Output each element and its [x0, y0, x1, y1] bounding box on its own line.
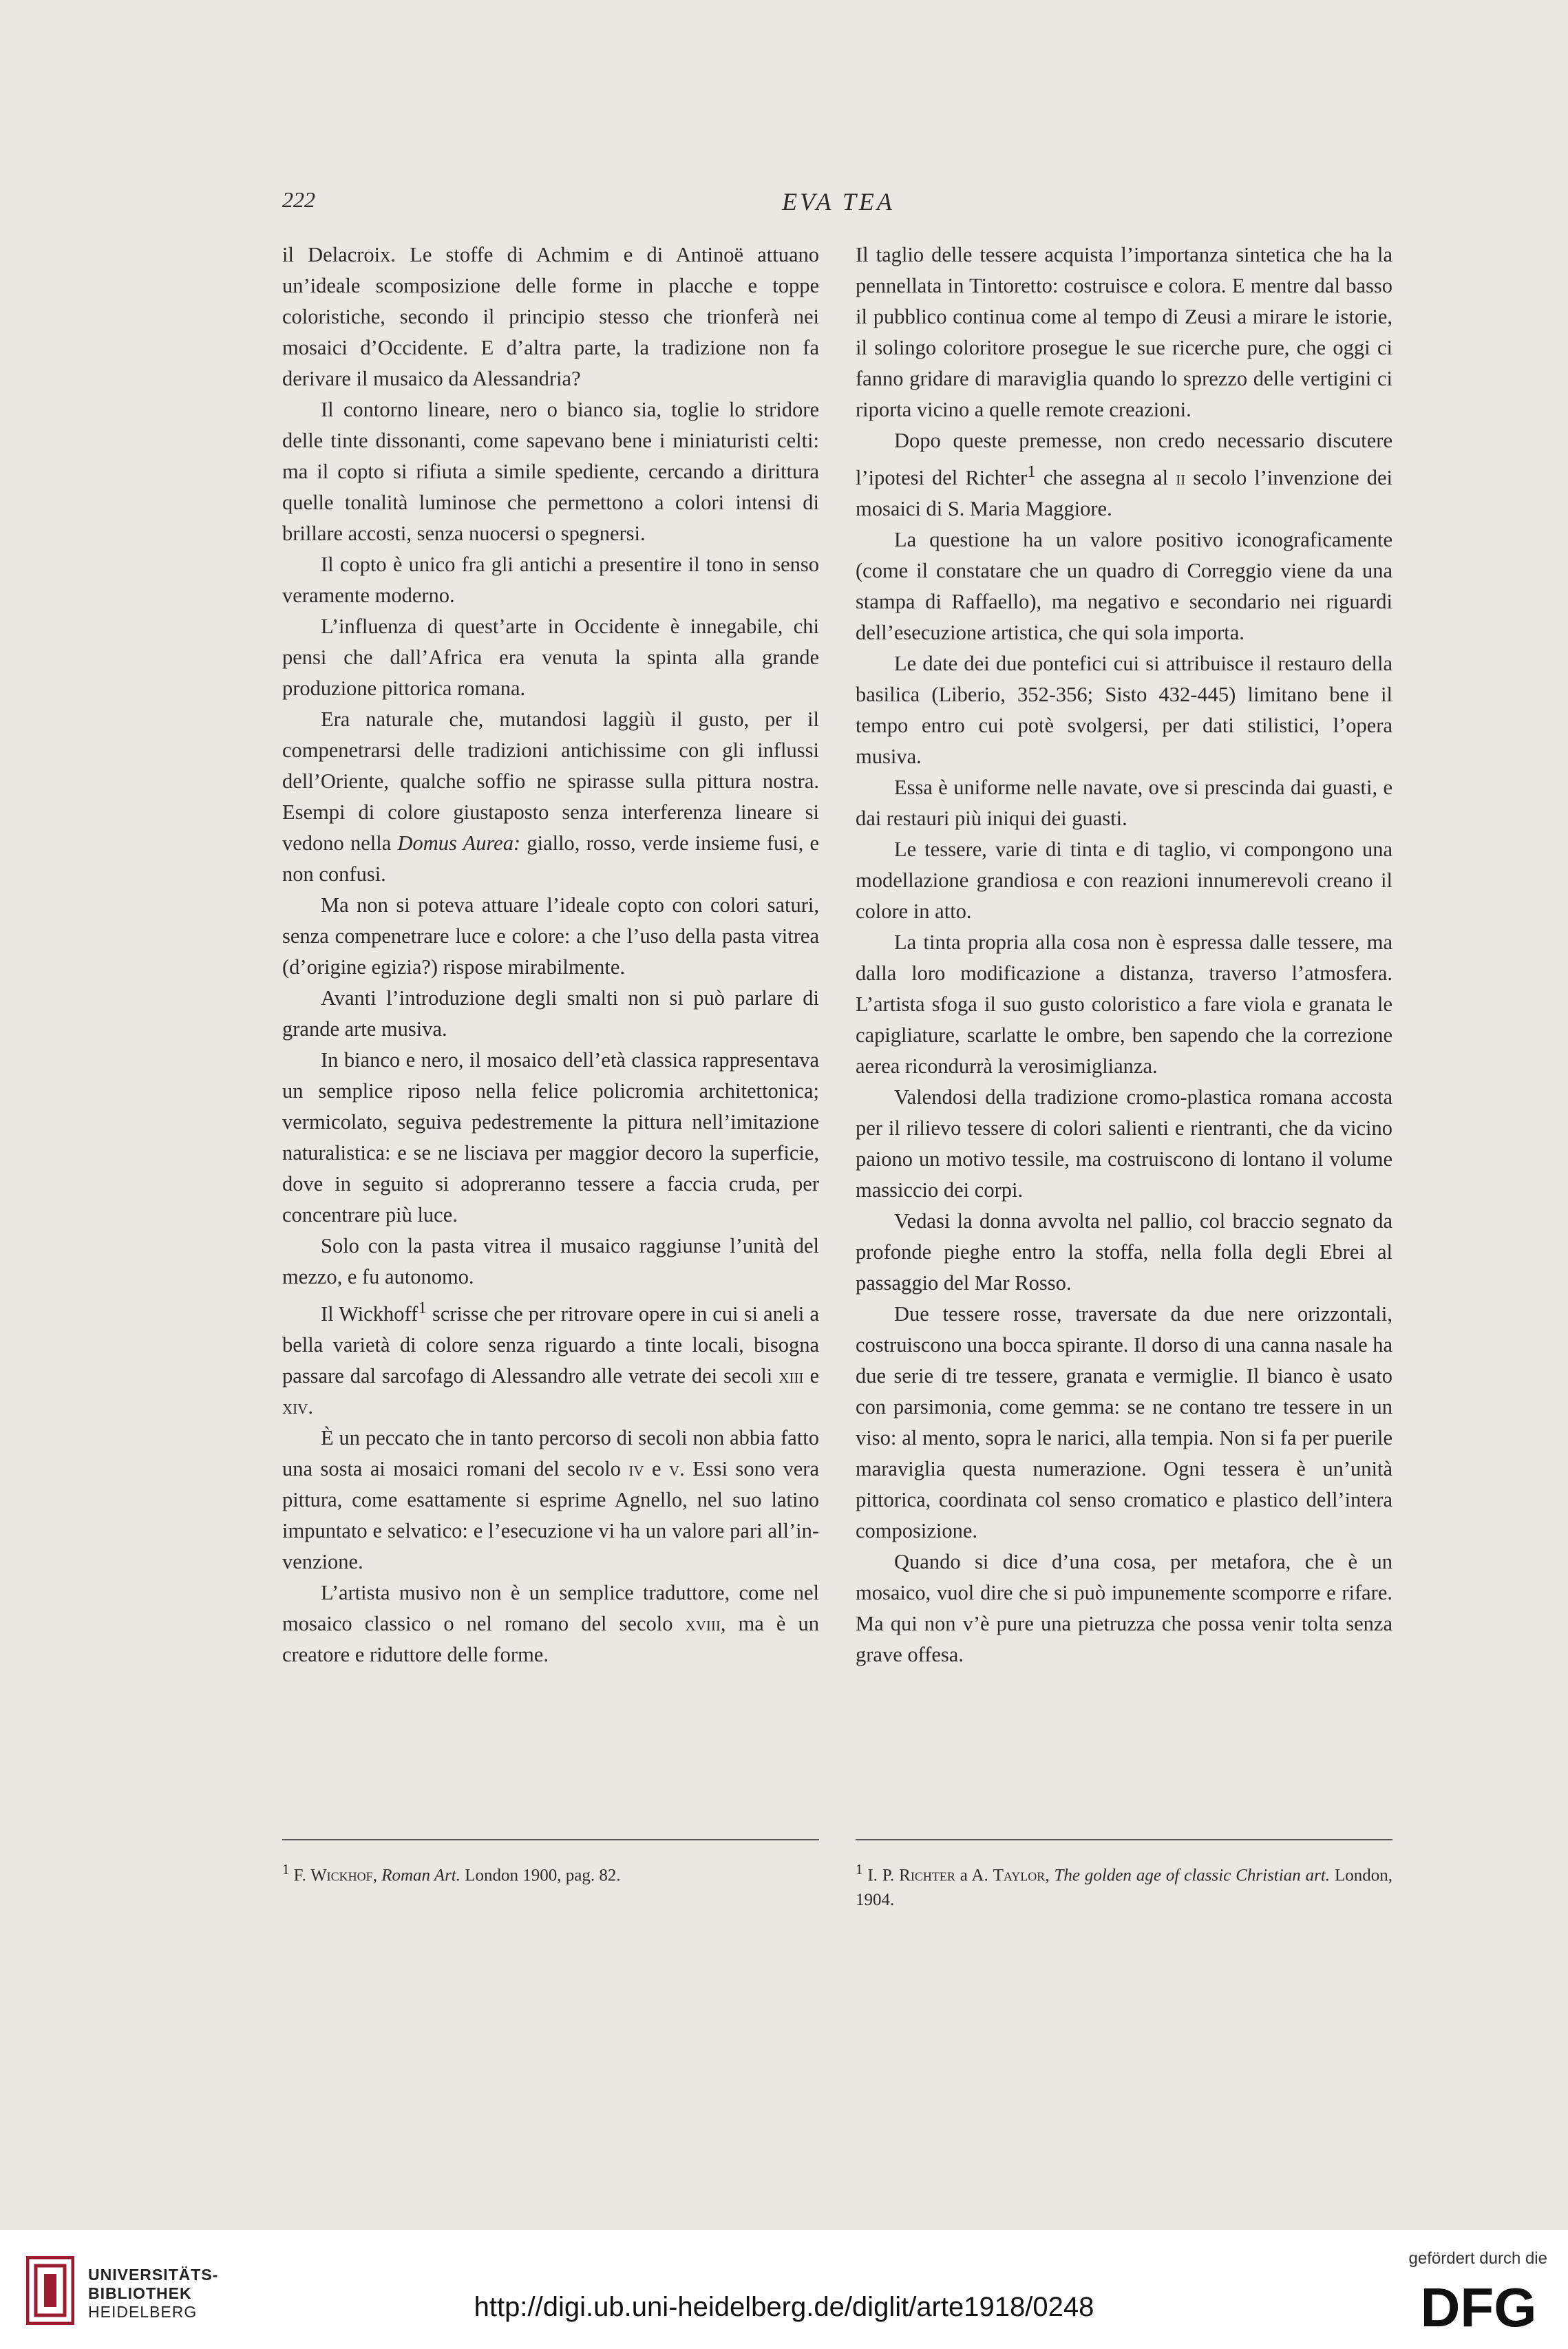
text-run: Due tessere rosse, traversate da due nere orizzontali, costruiscono una bocca spirante. Il dorso di una canna nasale ha due serie di tre tessere, granata e vermiglie. Il bianco è usato con parsimonia, come gemma: se ne contano tre tessere in un viso: al mento, sopra le narici, alla tempia. Non si fa per puerile maraviglia questa numerazione. Ogni tessera è un’unità pittorica, coordinata col senso cromatico e plastico dell’intera composizione. — [856, 1302, 1393, 1543]
paragraph — [282, 704, 819, 890]
text-run: , — [1045, 1866, 1055, 1885]
text-run: giallo, rosso, verde insieme fusi, e non confusi. — [282, 831, 820, 886]
text-run: Essa è uniforme nelle navate, ove si prescinda dai guasti, e dai restauri più iniqui dei guasti. — [856, 776, 1392, 831]
text-run: Richter — [899, 1866, 955, 1885]
text-run: L’influenza di quest’arte in Occidente è innegabile, chi pensi che dall’Africa era venuta la spinta alla grande produzione pittorica romana. — [282, 615, 819, 700]
paragraph — [856, 834, 1392, 927]
paragraph — [856, 648, 1392, 772]
footnote-rule-right — [856, 1839, 1392, 1840]
text-run: In bianco e nero, il mosaico dell’età classica rappresentava un semplice riposo nella felice policromia architettonica; vermicolato, seguiva pedestremente la pittura nell’imitazione naturalistica: e se ne lisciava per maggior decoro la superficie, dove in seguito si adopreranno tessere a faccia cruda, per concentrare più luce. — [282, 1048, 819, 1226]
paragraph — [282, 1423, 819, 1577]
text-run: xiii — [778, 1364, 804, 1388]
library-line-2: BIBLIOTHEK — [88, 2284, 192, 2302]
paragraph — [282, 1293, 819, 1423]
page-header — [282, 187, 1395, 228]
permalink-url[interactable]: http://digi.ub.uni-heidelberg.de/diglit/arte1918/0248 — [474, 2292, 1094, 2322]
text-run: Vedasi la donna avvolta nel pallio, col braccio segnato da profonde pieghe entro la stoffa, nella folla degli Ebrei al passaggio del Mar Rosso. — [856, 1209, 1392, 1295]
paragraph — [282, 1045, 819, 1231]
text-run: Il contorno lineare, nero o bianco sia, toglie lo stridore delle tinte dissonanti, come sapevano bene i miniaturisti celti: ma il copto si rifiuta a simile spediente, cercando a dirittura quelle tonalità luminose che permettono a colori intensi di brillare accosti, senza nuocersi o spegnersi. — [282, 398, 819, 545]
text-run: Il taglio delle tessere acquista l’importanza sintetica che ha la pennellata in Tintoretto: costruisce e colora. E mentre dal basso il pubblico continua come al tempo di Zeusi a mirare le istorie, il solingo coloritore prosegue le sue ricerche pure, che oggi ci fanno gridare di maraviglia quando lo sprezzo delle vertigini ci riporta vicino a quelle remote creazioni. — [856, 243, 1392, 421]
text-run: Le tessere, varie di tinta e di taglio, vi compongono una modellazione grandiosa e con reazioni innumerevoli creano il colore in atto. — [856, 838, 1392, 924]
text-run: La questione ha un valore positivo iconograficamente (come il constatare che un quadro di Correggio viene da una stampa di Raffaello), ma negativo e secondario nei riguardi dell’esecuzione artistica, che qui sola importa. — [856, 528, 1392, 645]
footnote-rule-left — [282, 1839, 819, 1840]
text-run: The golden age of classic Christian art. — [1054, 1866, 1331, 1885]
text-run: e — [644, 1457, 669, 1481]
footnote-marker[interactable]: 1 — [418, 1298, 427, 1317]
text-run: Domus Aurea: — [397, 831, 521, 855]
paragraph — [856, 425, 1392, 524]
paragraph — [856, 1206, 1392, 1299]
footer — [0, 2230, 1568, 2349]
text-run: Wickhof — [310, 1866, 373, 1885]
paragraph — [856, 1082, 1392, 1206]
page-number: 222 — [282, 187, 315, 212]
text-run: Valendosi della tradizione cromo-plastica romana accosta per il rilievo tessere di colori salienti e rientranti, che da vicino paiono un motivo tessile, ma costruiscono di lontano il volume massiccio dei corpi. — [856, 1085, 1392, 1202]
paragraph — [282, 1231, 819, 1293]
paragraph — [282, 611, 819, 704]
paragraph — [856, 772, 1392, 834]
paragraph — [856, 240, 1392, 425]
text-run: scrisse che per ritrovare opere in cui si aneli a bella varietà di colore senza riguardo a tinte locali, bisogna passare dal sarcofago di Alessandro alle vetrate dei secoli — [282, 1302, 819, 1388]
paragraph — [856, 1546, 1392, 1670]
text-run: London 1900, pag. 82. — [460, 1866, 621, 1885]
dfg-logo-text: DFG — [1420, 2278, 1537, 2333]
text-run: Quando si dice d’una cosa, per metafora, che è un mosaico, vuol dire che si può impunemente scomporre e rifare. Ma qui non v’è pure una pietruzza che possa venir tolta senza grave offesa. — [856, 1550, 1392, 1667]
text-run: ii — [1176, 466, 1186, 490]
paragraph — [282, 240, 819, 394]
text-run: Avanti l’introduzione degli smalti non si può parlare di grande arte musiva. — [282, 986, 819, 1041]
funding-note: gefördert durch die — [1408, 2249, 1547, 2268]
library-line-3: HEIDELBERG — [88, 2303, 198, 2321]
text-run: , ma è un creatore e riduttore delle forme. — [282, 1612, 819, 1667]
text-run: Roman Art. — [381, 1866, 461, 1885]
text-run: La tinta propria alla cosa non è espressa dalle tessere, ma dalla loro modificazione a distanza, traverso l’atmosfera. L’artista sfoga il suo gusto coloristico a fare viola e granata le capigliature, scarlatte le ombre, ben sapendo che la correzione aerea ricondurrà la verosimiglianza. — [856, 931, 1392, 1078]
dfg-logo-icon[interactable] — [1410, 2278, 1547, 2333]
text-run: che assegna al — [1035, 466, 1176, 490]
text-run: . Essi sono vera pittura, come esattamente si esprime Agnello, nel suo latino impuntato e selvatico: e l’esecuzione vi ha un valore pari all’invenzione. — [282, 1457, 819, 1574]
text-run: Ma non si poteva attuare l’ideale copto con colori saturi, senza compenetrare luce e colore: a che l’uso della pasta vitrea (d’origine egizia?) rispose mirabilmente. — [282, 893, 819, 979]
paragraph — [282, 549, 819, 611]
text-run: Solo con la pasta vitrea il musaico raggiunse l’unità del mezzo, e fu autonomo. — [282, 1234, 819, 1288]
paragraph — [856, 524, 1392, 648]
text-run: L’artista musivo non è un semplice traduttore, come nel mosaico classico o nel romano del secolo — [282, 1581, 819, 1636]
text-run: , — [372, 1866, 382, 1885]
text-run: secolo l’invenzione dei mosaici di S. Maria Maggiore. — [856, 466, 1392, 521]
running-head: EVA TEA — [782, 188, 895, 215]
library-line-1: UNIVERSITÄTS- — [88, 2266, 219, 2284]
text-run: xviii — [685, 1612, 721, 1636]
text-run: Dopo queste premesse, non credo necessario discutere l’ipotesi del Richter — [856, 429, 1392, 490]
text-run: Il Wickhoff — [321, 1302, 419, 1326]
text-run: Era naturale che, mutandosi laggiù il gusto, per il compenetrarsi delle tradizioni antichissime con gli influssi dell’Oriente, qualche soffio ne spirasse sulla pittura nostra. Esempi di colore giustaposto senza interferenza lineare si vedono nella — [282, 708, 819, 855]
text-run: v — [668, 1457, 680, 1481]
footnote-marker[interactable]: 1 — [856, 1861, 863, 1878]
text-run: È un peccato che in tanto percorso di secoli non abbia fatto una sosta ai mosaici romani del secolo — [282, 1426, 819, 1481]
paragraph — [282, 394, 819, 549]
text-run: xiv — [282, 1395, 308, 1419]
paragraph — [282, 1577, 819, 1670]
text-run: a A. — [955, 1866, 993, 1885]
text-run: il Delacroix. Le stoffe di Achmim e di Antinoë attuano un’ideale scomposizione delle forme in placche e toppe coloristiche, secondo il principio stesso che trionferà nei mosaici d’Occidente. E d’altra parte, la tradizione non fa derivare il musaico da Alessandria? — [282, 243, 819, 390]
text-run: . — [308, 1395, 313, 1419]
text-run: I. P. — [862, 1866, 900, 1885]
text-run: Il copto è unico fra gli antichi a presentire il tono in senso veramente moderno. — [282, 553, 819, 607]
text-run: Taylor — [993, 1866, 1046, 1885]
text-run: iv — [628, 1457, 644, 1481]
footnote-marker[interactable]: 1 — [1027, 462, 1036, 481]
footnote-right — [856, 1857, 1392, 1913]
footnote-left — [282, 1857, 819, 1888]
paragraph — [282, 890, 819, 983]
footnote-marker[interactable]: 1 — [282, 1861, 290, 1878]
left-column — [282, 240, 819, 1670]
paragraph — [282, 983, 819, 1045]
text-run: London, 1904. — [856, 1866, 1393, 1910]
text-run: F. — [289, 1866, 311, 1885]
right-column — [856, 240, 1392, 1670]
text-run: Le date dei due pontefici cui si attribuisce il restauro della basilica (Liberio, 352-356; Sisto 432-445) limitano bene il tempo entro cui potè svolgersi, per dati stilistici, l’opera musiva. — [856, 652, 1392, 769]
text-run: e — [803, 1364, 819, 1388]
paragraph — [856, 1299, 1392, 1546]
paragraph — [856, 927, 1392, 1082]
